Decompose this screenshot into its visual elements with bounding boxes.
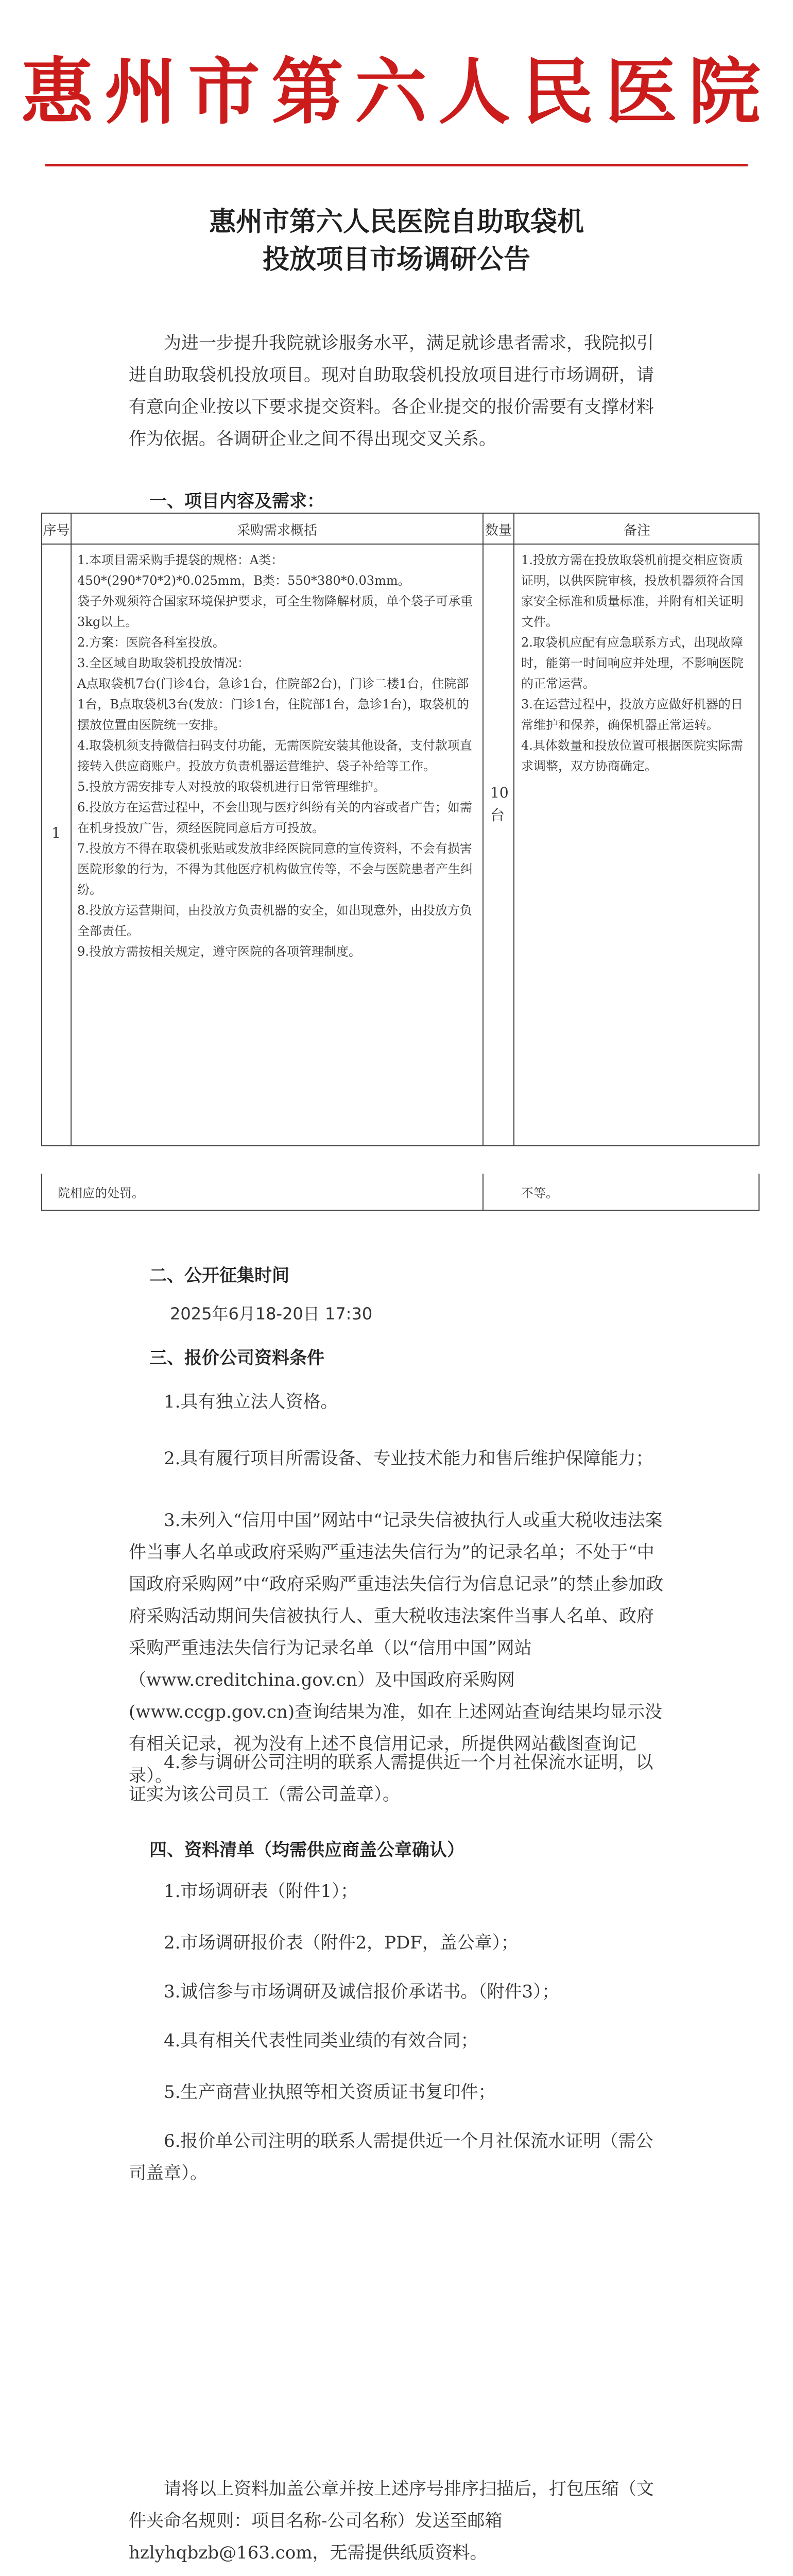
header-no: 序号 [43,523,70,538]
doc-title-line1: 惠州市第六人民医院自助取袋机 [209,207,584,238]
doc-list-item: 1.市场调研表（附件1）； [164,1881,358,1902]
doc-title-line2: 投放项目市场调研公告 [262,244,530,275]
table-col-divider [482,514,484,1145]
continued-remarks-text: 不等。 [521,1186,558,1200]
intro-paragraph: 为进一步提升我院就诊服务水平，满足就诊患者需求，我院拟引进自助取袋机投放项目。现对自助取袋机投放项目进行市场调研，请有意向企业按以下要求提交资料。各企业提交的报价需要有支撑材料作为依据。各调研企业之间不得出现交叉关系。 [129,333,654,449]
table-continued-row [41,1174,760,1211]
quantity-cell: 10台 [490,784,509,824]
doc-list-item: 6.报价单公司注明的联系人需提供近一个月社保流水证明（需公司盖章）。 [129,2131,653,2183]
section3-heading: 三、报价公司资料条件 [149,1348,324,1368]
header-quantity: 数量 [485,523,512,538]
remarks-cell: 1.投放方需在投放取袋机前提交相应资质证明，以供医院审核，投放机器须符合国家安全标准和质量标准，并附有相关证明文件。 2.取袋机应配有应急联系方式，出现故障时，能第一时间响应并处理，不影响医院的正常运营。 3.在运营过程中，投放方应做好机器的日常维护和保养，确保机器正常运转。 4.具体数量和投放位置可根据医院实际需求调整，双方协商确定。 [521,553,744,773]
section2-heading: 二、公开征集时间 [149,1265,289,1286]
doc-list-item: 4.具有相关代表性同类业绩的有效合同； [164,2030,478,2051]
table-col-divider [513,514,514,1145]
header-remarks: 备注 [623,523,650,538]
red-divider [45,164,748,166]
section4-heading: 四、资料清单（均需供应商盖公章确认） [149,1840,464,1860]
doc-list-item: 5.生产商营业执照等相关资质证书复印件； [164,2082,496,2103]
table-col-divider [482,1174,484,1210]
continued-requirements-text: 院相应的处罚。 [58,1186,144,1200]
org-title: 惠州市第六人民医院 [21,50,772,134]
header-requirements: 采购需求概括 [236,523,317,538]
doc-list-item: 2.市场调研报价表（附件2，PDF，盖公章）； [164,1933,519,1953]
section1-heading: 一、项目内容及需求： [149,491,324,512]
submission-paragraph: 请将以上资料加盖公章并按上述序号排序扫描后，打包压缩（文件夹命名规则：项目名称-公司名称）发送至邮箱hzlyhqbzb@163.com，无需提供纸质资料。 [129,2479,654,2563]
requirements-cell: 1.本项目需采购手提袋的规格：A类： 450*(290*70*2)*0.025mm，B类：550*380*0.03mm。 袋子外观须符合国家环境保护要求，可全生物降解材质，单个袋子可承重3kg以上。 2.方案：医院各科室投放。 3.全区域自助取袋机投放情况： A点取袋机7台(门诊4台，急诊1台，住院部2台)，门诊二楼1台，住院部1台，B点取袋机3台(发放：门诊1台，住院部1台，急诊1台)，取袋机的摆放位置由医院统一安排。 4.取袋机须支持微信扫码支付功能，无需医院安装其他设备，支付款项直接转入供应商账户。投放方负责机器运营维护、袋子补给等工作。 5.投放方需安排专人对投放的取袋机进行日常管理维护。 6.投放方在运营过程中，不会出现与医疗纠纷有关的内容或者广告；如需在机身投放广告，须经医院同意后方可投放。 7.投放方不得在取袋机张贴或发放非经医院同意的宣传资料，不会有损害医院形象的行为，不得为其他医疗机构做宣传等，不会与医院患者产生纠纷。 8.投放方运营期间，由投放方负责机器的安全，如出现意外，由投放方负全部责任。 9.投放方需按相关规定，遵守医院的各项管理制度。 [77,553,473,959]
condition-item: 3.未列入“信用中国”网站中“记录失信被执行人或重大税收违法案件当事人名单或政府采购严重违法失信行为”的记录名单；不处于“中国政府采购网”中“政府采购严重违法失信行为信息记录”的禁止参加政府采购活动期间失信被执行人、重大税收违法案件当事人名单、政府采购严重违法失信行为记录名单（以“信用中国”网站（www.creditchina.gov.cn）及中国政府采购网(www.ccgp.gov.cn)查询结果为准，如在上述网站查询结果均显示没有相关记录，视为没有上述不良信用记录，所提供网站截图查询记录）。 [129,1510,664,1786]
table-col-divider [71,514,72,1145]
doc-list-item: 3.诚信参与市场调研及诚信报价承诺书。（附件3）； [164,1981,560,2002]
condition-item: 1.具有独立法人资格。 [164,1392,338,1412]
collection-date: 2025年6月18-20日 17:30 [170,1304,373,1324]
condition-item: 4.参与调研公司注明的联系人需提供近一个月社保流水证明，以证实为该公司员工（需公司盖章）。 [129,1752,653,1805]
requirements-table [41,513,760,1146]
row-number: 1 [51,824,61,841]
condition-item: 2.具有履行项目所需设备、专业技术能力和售后维护保障能力； [164,1448,653,1469]
